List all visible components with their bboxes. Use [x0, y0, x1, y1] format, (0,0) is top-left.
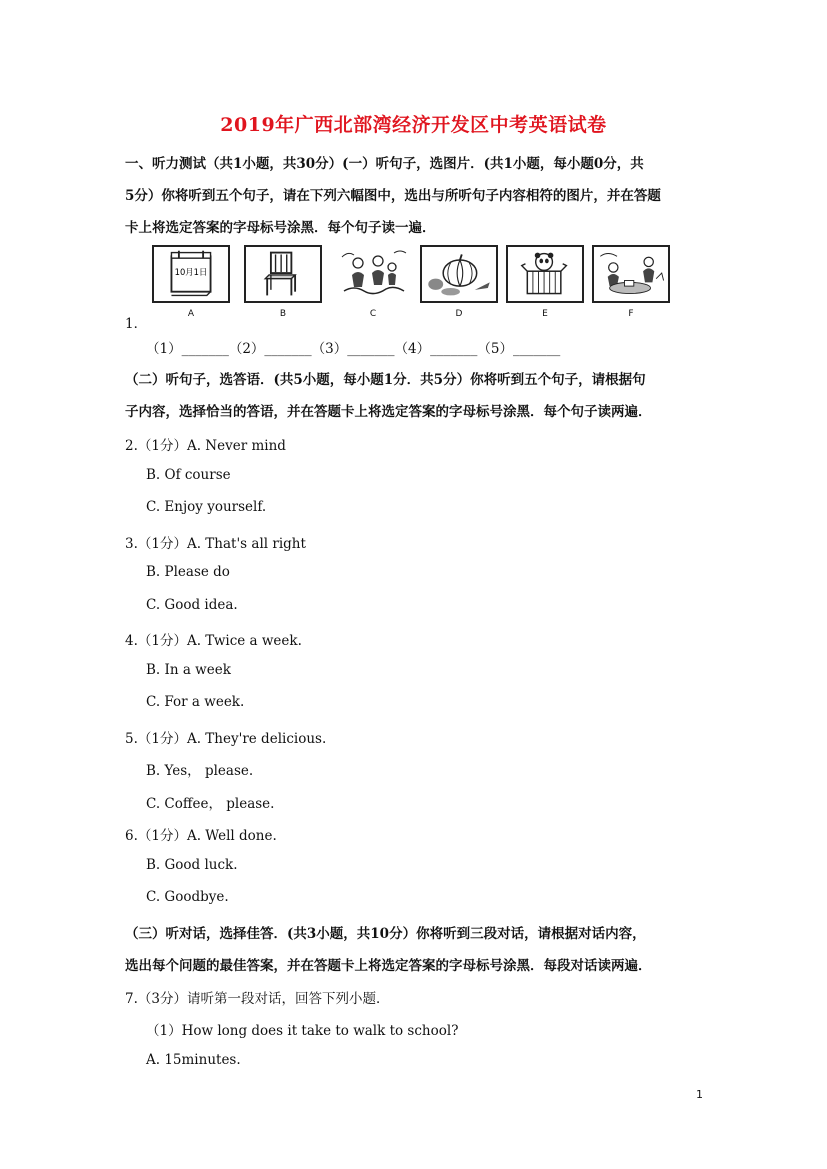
- picture-c-label: C: [369, 309, 377, 319]
- picture-c: [334, 245, 412, 303]
- picture-a-label: A: [187, 309, 195, 319]
- question-7-sub-1: （1）How long does it take to walk to school?: [146, 1023, 459, 1039]
- picture-f-label: F: [628, 309, 634, 319]
- question-4-option-b[interactable]: B. In a week: [146, 662, 231, 678]
- question-6: 6.（1分）A. Well done.: [125, 828, 277, 844]
- question-6-option-b[interactable]: B. Good luck.: [146, 857, 238, 873]
- picture-f: [592, 245, 670, 303]
- question-3-option-b[interactable]: B. Please do: [146, 564, 230, 580]
- question-3-option-c[interactable]: C. Good idea.: [146, 597, 238, 613]
- question-2: 2.（1分）A. Never mind: [125, 438, 286, 454]
- page-number: 1: [696, 1088, 703, 1101]
- section2-instructions-line1: （二）听句子，选答语．(共5小题，每小题1分．共5分）你将听到五个句子，请根据句: [125, 372, 646, 388]
- section3-instructions-line1: （三）听对话，选择佳答．(共3小题，共10分）你将听到三段对话，请根据对话内容，: [125, 926, 646, 942]
- question-2-option-c[interactable]: C. Enjoy yourself.: [146, 499, 267, 515]
- section1-instructions-line1: 一、听力测试（共1小题，共30分）(一）听句子，选图片．(共1小题，每小题0分，共: [125, 156, 644, 172]
- question-3: 3.（1分）A. That's all right: [125, 536, 306, 552]
- question-6-option-c[interactable]: C. Goodbye.: [146, 889, 229, 905]
- picture-b-label: B: [279, 309, 287, 319]
- section1-instructions-line2: 5分）你将听到五个句子，请在下列六幅图中，选出与所听句子内容相符的图片，并在答题: [125, 188, 661, 204]
- calendar-icon: [154, 247, 228, 301]
- question-4: 4.（1分）A. Twice a week.: [125, 633, 302, 649]
- pumpkin-vegetables-icon: [422, 247, 496, 301]
- children-playing-icon: [334, 245, 412, 303]
- picture-d-label: D: [455, 309, 463, 319]
- question-5-option-c[interactable]: C. Coffee， please.: [146, 796, 275, 812]
- picture-e-label: E: [542, 309, 548, 319]
- section1-instructions-line3: 卡上将选定答案的字母标号涂黑．每个句子读一遍．: [125, 220, 436, 236]
- section3-instructions-line2: 选出每个问题的最佳答案，并在答题卡上将选定答案的字母标号涂黑．每段对话读两遍．: [125, 958, 652, 974]
- question-1-answer-blanks[interactable]: （1）_______（2）_______（3）_______（4）_______（5）_______: [146, 341, 561, 357]
- question-5-option-b[interactable]: B. Yes， please.: [146, 763, 254, 779]
- question-7-sub-1-option-a[interactable]: A. 15minutes.: [146, 1052, 241, 1068]
- question-4-option-c[interactable]: C. For a week.: [146, 694, 245, 710]
- picture-b: [244, 245, 322, 303]
- picture-options: [150, 245, 675, 325]
- chair-icon: [246, 247, 320, 301]
- panda-box-icon: [508, 247, 582, 301]
- picnic-icon: [594, 247, 668, 301]
- question-2-option-b[interactable]: B. Of course: [146, 467, 231, 483]
- calendar-date-text: 10月1日: [174, 266, 208, 277]
- picture-e: [506, 245, 584, 303]
- picture-d: [420, 245, 498, 303]
- question-5: 5.（1分）A. They're delicious.: [125, 731, 327, 747]
- page-title: 2019年广西北部湾经济开发区中考英语试卷: [220, 114, 607, 136]
- question-1-number: 1．: [125, 316, 148, 332]
- section2-instructions-line2: 子内容，选择恰当的答语，并在答题卡上将选定答案的字母标号涂黑．每个句子读两遍．: [125, 404, 652, 420]
- question-7: 7.（3分）请听第一段对话，回答下列小题．: [125, 991, 390, 1007]
- picture-a: [152, 245, 230, 303]
